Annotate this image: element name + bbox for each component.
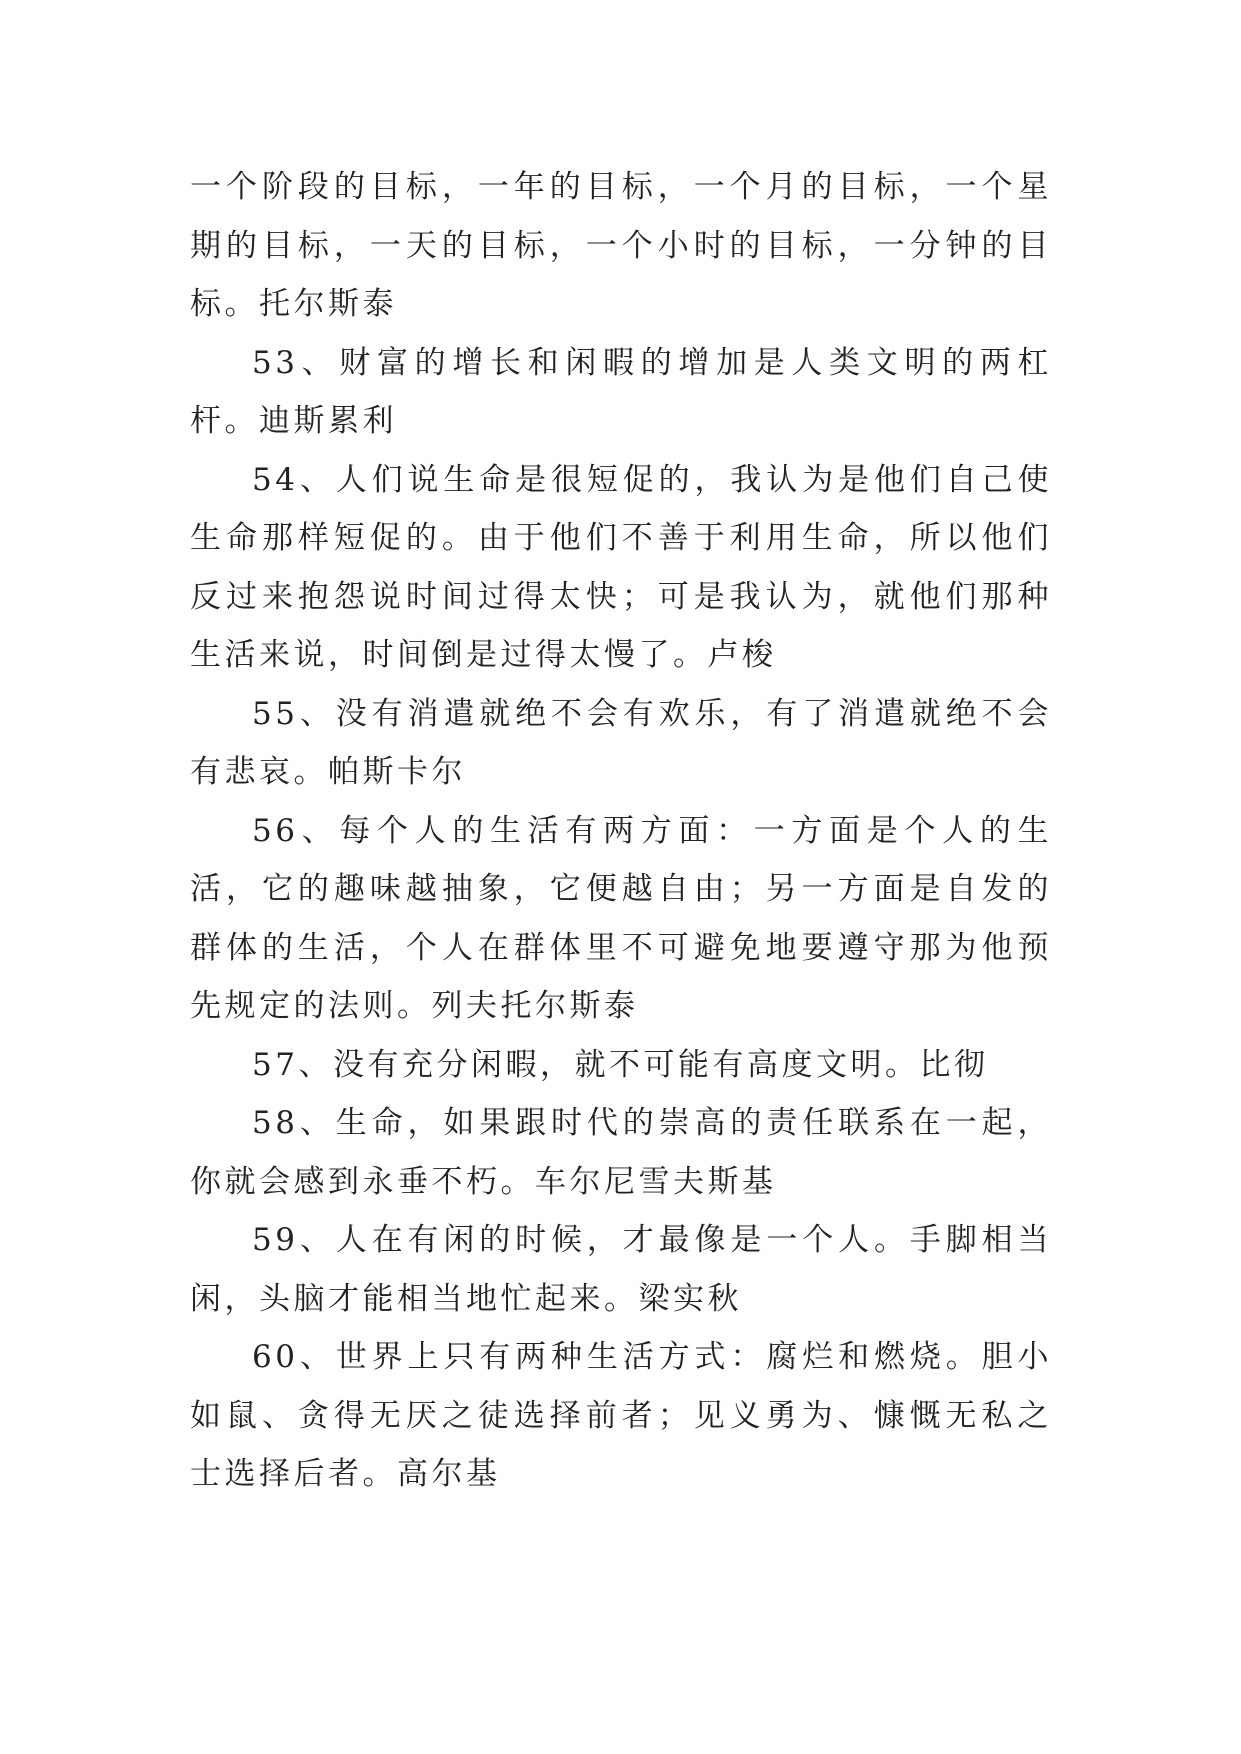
quote-54: 54、人们说生命是很短促的，我认为是他们自己使生命那样短促的。由于他们不善于利用生命，所以他们反过来抱怨说时间过得太快；可是我认为，就他们那种生活来说，时间倒是过得太慢了。卢梭	[190, 461, 1052, 673]
paragraph-continuation: 一个阶段的目标，一年的目标，一个月的目标，一个星期的目标，一天的目标，一个小时的目标，一分钟的目标。托尔斯泰	[190, 169, 1052, 322]
quote-58: 58、生命，如果跟时代的崇高的责任联系在一起，你就会感到永垂不朽。车尔尼雪夫斯基	[190, 1105, 1052, 1200]
quote-57: 57、没有充分闲暇，就不可能有高度文明。比彻	[252, 1046, 989, 1083]
quote-53: 53、财富的增长和闲暇的增加是人类文明的两杠杆。迪斯累利	[190, 344, 1052, 439]
quote-59: 59、人在有闲的时候，才最像是一个人。手脚相当闲，头脑才能相当地忙起来。梁实秋	[190, 1222, 1052, 1317]
quote-55: 55、没有消遣就绝不会有欢乐，有了消遣就绝不会有悲哀。帕斯卡尔	[190, 695, 1052, 790]
quote-56: 56、每个人的生活有两方面：一方面是个人的生活，它的趣味越抽象，它便越自由；另一方面是自发的群体的生活，个人在群体里不可避免地要遵守那为他预先规定的法则。列夫托尔斯泰	[190, 812, 1052, 1024]
document-body	[190, 158, 1052, 1504]
quote-60: 60、世界上只有两种生活方式：腐烂和燃烧。胆小如鼠、贪得无厌之徒选择前者；见义勇为、慷慨无私之士选择后者。高尔基	[190, 1339, 1052, 1492]
